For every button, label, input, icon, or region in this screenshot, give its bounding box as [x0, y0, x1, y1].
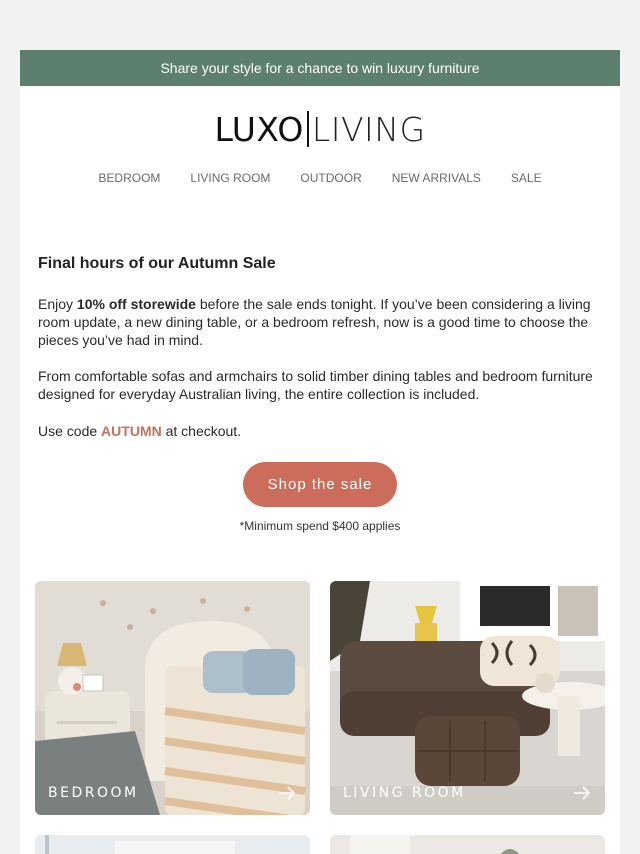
- intro-text-start: Enjoy: [38, 296, 77, 312]
- nav-item-new-arrivals[interactable]: NEW ARRIVALS: [391, 171, 481, 185]
- code-text-start: Use code: [38, 423, 102, 439]
- new-arrivals-image: [330, 835, 605, 854]
- nav-item-living-room[interactable]: LIVING ROOM: [190, 171, 271, 185]
- nav-item-outdoor[interactable]: OUTDOOR: [300, 171, 362, 185]
- tile-label-bedroom: BEDROOM: [48, 785, 139, 801]
- email-container: [20, 50, 620, 854]
- promo-banner-text: Share your style for a chance to win luxury furniture: [160, 60, 480, 76]
- outdoor-image: [35, 835, 310, 854]
- minimum-spend-note: *Minimum spend $400 applies: [239, 519, 401, 533]
- collection-paragraph: From comfortable sofas and armchairs to solid timber dining tables and bedroom furniture designed for everyday Australian living, the entire collection is included.: [38, 368, 593, 402]
- shop-sale-button[interactable]: Shop the sale: [243, 462, 397, 507]
- arrow-right-icon: [573, 785, 591, 801]
- category-tile-new-arrivals[interactable]: [330, 835, 605, 854]
- promo-banner[interactable]: [20, 50, 620, 86]
- logo-part-a: LUXO: [214, 110, 304, 149]
- code-text-end: at checkout.: [161, 423, 242, 439]
- email-headline: Final hours of our Autumn Sale: [38, 255, 276, 272]
- bedroom-image: [35, 581, 310, 815]
- category-tile-living-room[interactable]: [330, 581, 605, 815]
- promo-code: AUTUMN: [101, 423, 162, 439]
- code-paragraph: [38, 422, 598, 440]
- category-tile-bedroom[interactable]: [35, 581, 310, 815]
- category-tile-outdoor[interactable]: [35, 835, 310, 854]
- logo-divider: [307, 111, 309, 147]
- tile-label-living-room: LIVING ROOM: [343, 785, 466, 801]
- arrow-right-icon: [278, 785, 296, 801]
- discount-highlight: 10% off storewide: [76, 296, 196, 312]
- intro-paragraph: [38, 295, 598, 349]
- logo-part-b: LIVING: [311, 110, 426, 149]
- living-room-image: [330, 581, 605, 815]
- intro-text-end: before the sale ends tonight. If you’ve been considering a living room update, a new dining table, or a bedroom refresh, now is a good time to choose the pieces you’ve had in mind.: [38, 296, 591, 348]
- brand-logo[interactable]: [20, 111, 620, 148]
- nav-item-bedroom[interactable]: BEDROOM: [98, 171, 161, 185]
- email-body: [38, 254, 598, 439]
- nav-item-sale[interactable]: SALE: [510, 171, 542, 185]
- category-nav: [20, 171, 620, 185]
